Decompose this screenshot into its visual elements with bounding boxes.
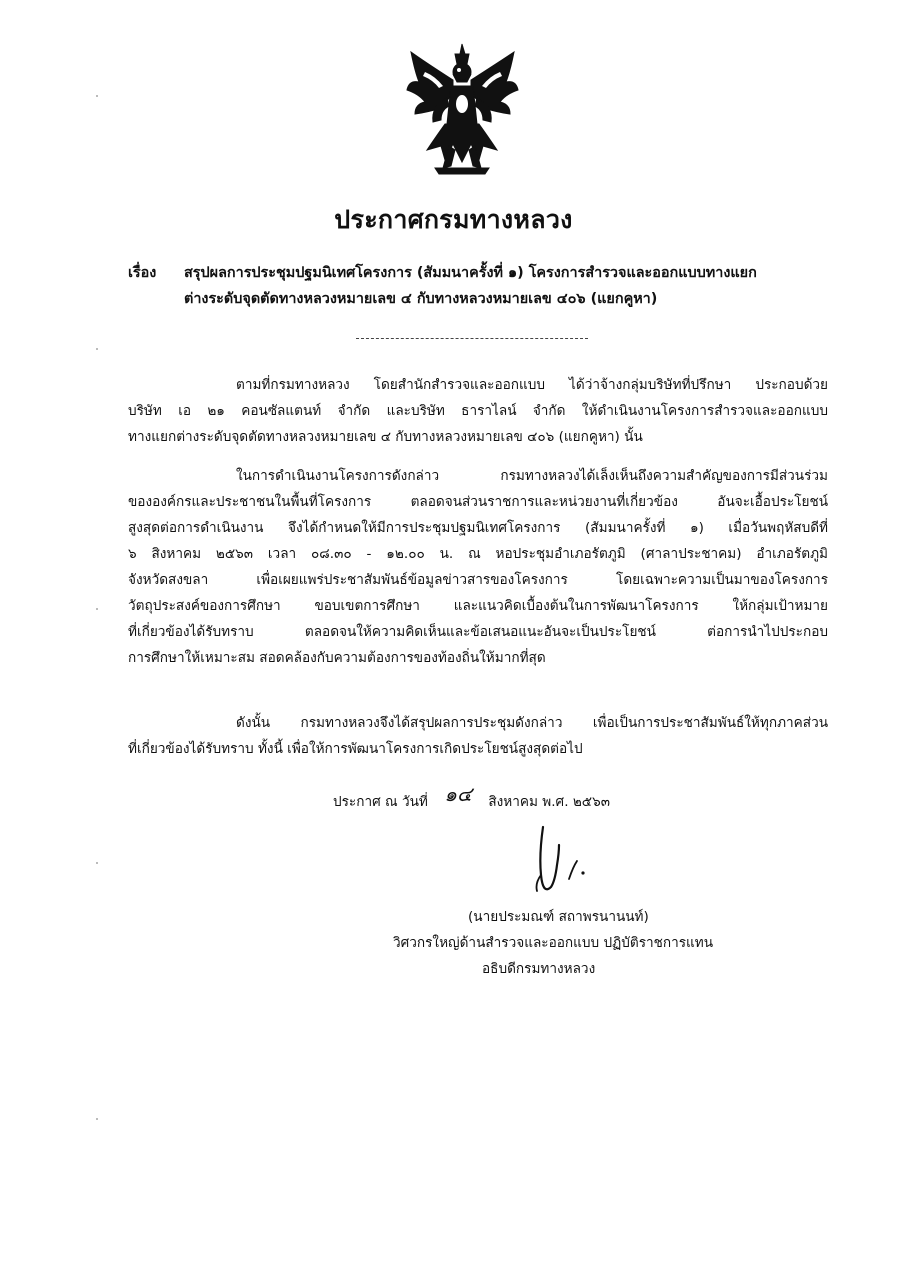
scan-mark	[96, 348, 98, 350]
paragraph-line: บริษัท เอ ๒๑ คอนซัลแตนท์ จำกัด และบริษัท ธาราไลน์ จำกัด ให้ดำเนินงานโครงการสำรวจและออกแบบ	[128, 403, 828, 419]
paragraph-line: ทางแยกต่างระดับจุดตัดทางหลวงหมายเลข ๔ กับทางหลวงหมายเลข ๔๐๖ (แยกคูหา) นั้น	[128, 429, 643, 445]
paragraph-line: ในการดำเนินงานโครงการดังกล่าว กรมทางหลวงได้เล็งเห็นถึงความสำคัญของการมีส่วนร่วม	[236, 468, 828, 484]
signer-position: อธิบดีกรมทางหลวง	[482, 961, 596, 977]
scan-mark	[96, 95, 98, 97]
paragraph-line: วัตถุประสงค์ของการศึกษา ขอบเขตการศึกษา และแนวคิดเบื้องต้นในการพัฒนาโครงการ ให้กลุ่มเป้าหมาย	[128, 598, 828, 614]
subject-line: ต่างระดับจุดตัดทางหลวงหมายเลข ๔ กับทางหลวงหมายเลข ๔๐๖ (แยกคูหา)	[184, 291, 658, 307]
subject-label: เรื่อง	[128, 265, 157, 281]
paragraph-line: การศึกษาให้เหมาะสม สอดคล้องกับความต้องการของท้องถิ่นให้มากที่สุด	[128, 650, 546, 666]
subject-line: สรุปผลการประชุมปฐมนิเทศโครงการ (สัมมนาครั้งที่ ๑) โครงการสำรวจและออกแบบทางแยก	[184, 265, 757, 281]
signer-position: วิศวกรใหญ่ด้านสำรวจและออกแบบ ปฏิบัติราชการแทน	[393, 935, 714, 951]
scan-mark	[96, 608, 98, 610]
paragraph-line: ดังนั้น กรมทางหลวงจึงได้สรุปผลการประชุมดังกล่าว เพื่อเป็นการประชาสัมพันธ์ให้ทุกภาคส่วน	[236, 715, 828, 731]
paragraph-1	[128, 372, 828, 450]
paragraph-line: ขององค์กรและประชาชนในพื้นที่โครงการ ตลอดจนส่วนราชการและหน่วยงานที่เกี่ยวข้อง อันจะเอื้อประโยชน์	[128, 494, 828, 510]
paragraph-line: ตามที่กรมทางหลวง โดยสำนักสำรวจและออกแบบ ได้ว่าจ้างกลุ่มบริษัทที่ปรึกษา ประกอบด้วย	[236, 377, 828, 393]
garuda-emblem-icon	[405, 42, 520, 177]
scan-mark	[96, 1118, 98, 1120]
separator-line	[356, 338, 588, 339]
handwritten-signature	[525, 825, 605, 900]
paragraph-2	[128, 463, 828, 671]
date-day-handwritten: ๑๔	[444, 782, 473, 806]
scan-mark	[96, 862, 98, 864]
paragraph-line: ที่เกี่ยวข้องได้รับทราบ ตลอดจนให้ความคิดเห็นและข้อเสนอแนะอันจะเป็นประโยชน์ ต่อการนำไปประกอบ	[128, 624, 828, 640]
paragraph-line: จังหวัดสงขลา เพื่อเผยแพร่ประชาสัมพันธ์ข้อมูลข่าวสารของโครงการ โดยเฉพาะความเป็นมาของโครงการ	[128, 572, 828, 588]
paragraph-line: สูงสุดต่อการดำเนินงาน จึงได้กำหนดให้มีการประชุมปฐมนิเทศโครงการ (สัมมนาครั้งที่ ๑) เมื่อวันพฤหัสบดีที่	[128, 520, 828, 536]
paragraph-line: ที่เกี่ยวข้องได้รับทราบ ทั้งนี้ เพื่อให้การพัฒนาโครงการเกิดประโยชน์สูงสุดต่อไป	[128, 741, 583, 757]
paragraph-3	[128, 710, 828, 762]
announcement-date	[333, 783, 610, 815]
signer-name: (นายประมณฑ์ สถาพรนานนท์)	[468, 909, 649, 925]
paragraph-line: ๖ สิงหาคม ๒๕๖๓ เวลา ๐๘.๓๐ - ๑๒.๐๐ น. ณ หอประชุมอำเภอรัตภูมิ (ศาลาประชาคม) อำเภอรัตภูมิ	[128, 546, 828, 562]
document-title: ประกาศกรมทางหลวง	[334, 205, 573, 234]
date-suffix: สิงหาคม พ.ศ. ๒๕๖๓	[488, 794, 611, 810]
date-prefix: ประกาศ ณ วันที่	[333, 794, 428, 810]
